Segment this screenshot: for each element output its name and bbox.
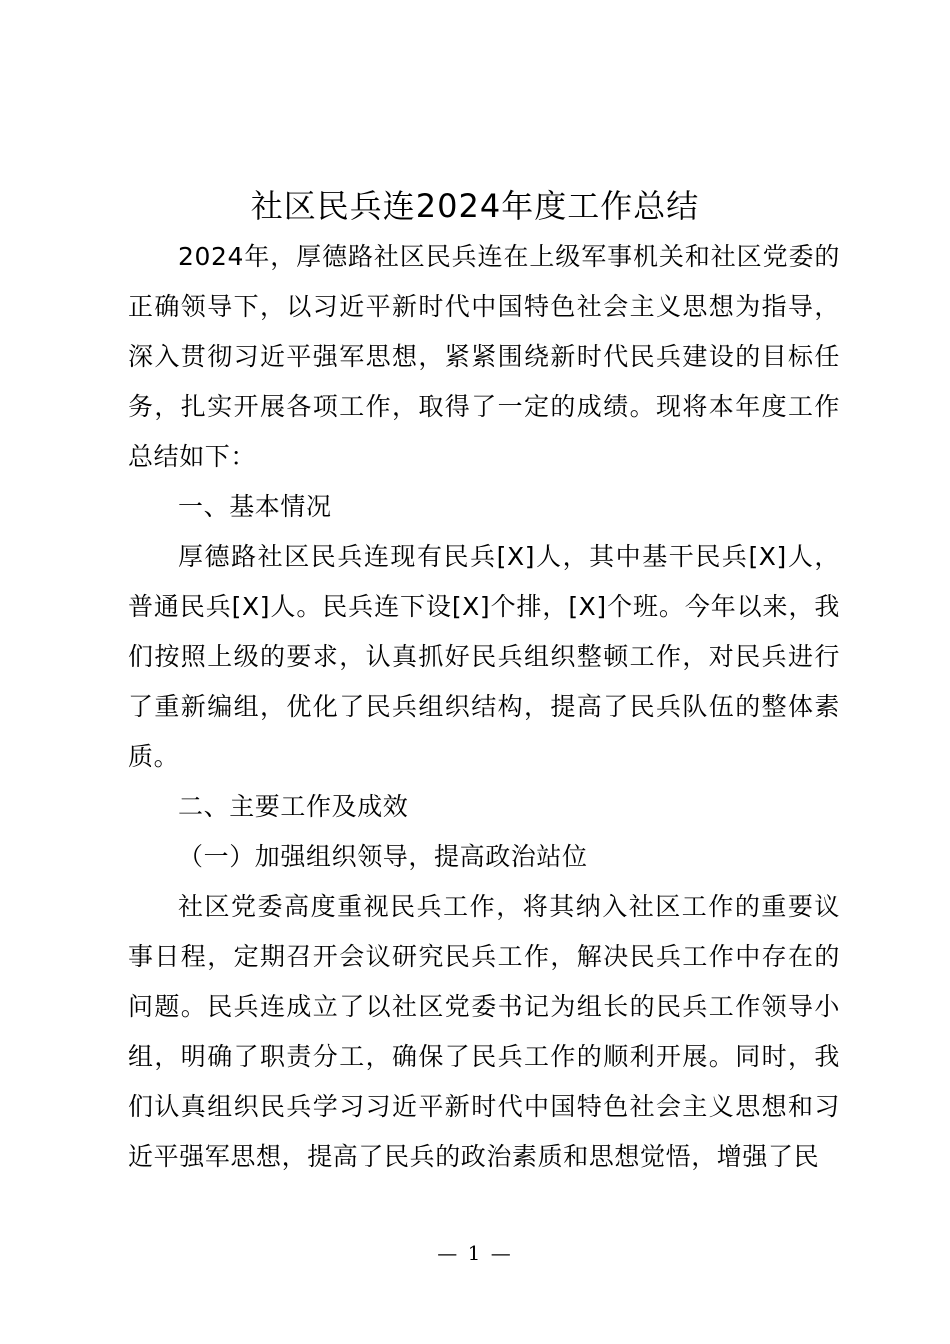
document-body [128, 232, 840, 1182]
section-heading-main-work: 二、主要工作及成效 [178, 792, 409, 821]
intro-paragraph: 2024年，厚德路社区民兵连在上级军事机关和社区党委的正确领导下，以习近平新时代中国特色社会主义思想为指导，深入贯彻习近平强军思想，紧紧围绕新时代民兵建设的目标任务，扎实开展各项工作，取得了一定的成绩。现将本年度工作总结如下： [128, 242, 840, 471]
subsection-heading-leadership: （一）加强组织领导，提高政治站位 [178, 842, 588, 871]
basic-situation-paragraph: 厚德路社区民兵连现有民兵[X]人，其中基干民兵[X]人，普通民兵[X]人。民兵连下设[X]个排，[X]个班。今年以来，我们按照上级的要求，认真抓好民兵组织整顿工作，对民兵进行了重新编组，优化了民兵组织结构，提高了民兵队伍的整体素质。 [128, 542, 840, 771]
section-heading-basic: 一、基本情况 [178, 492, 332, 521]
document-title: 社区民兵连2024年度工作总结 [250, 187, 700, 225]
leadership-paragraph: 社区党委高度重视民兵工作，将其纳入社区工作的重要议事日程，定期召开会议研究民兵工作，解决民兵工作中存在的问题。民兵连成立了以社区党委书记为组长的民兵工作领导小组，明确了职责分工，确保了民兵工作的顺利开展。同时，我们认真组织民兵学习习近平新时代中国特色社会主义思想和习近平强军思想，提高了民兵的政治素质和思想觉悟，增强了民 [128, 892, 840, 1171]
page-number: — 1 — [437, 1241, 513, 1265]
